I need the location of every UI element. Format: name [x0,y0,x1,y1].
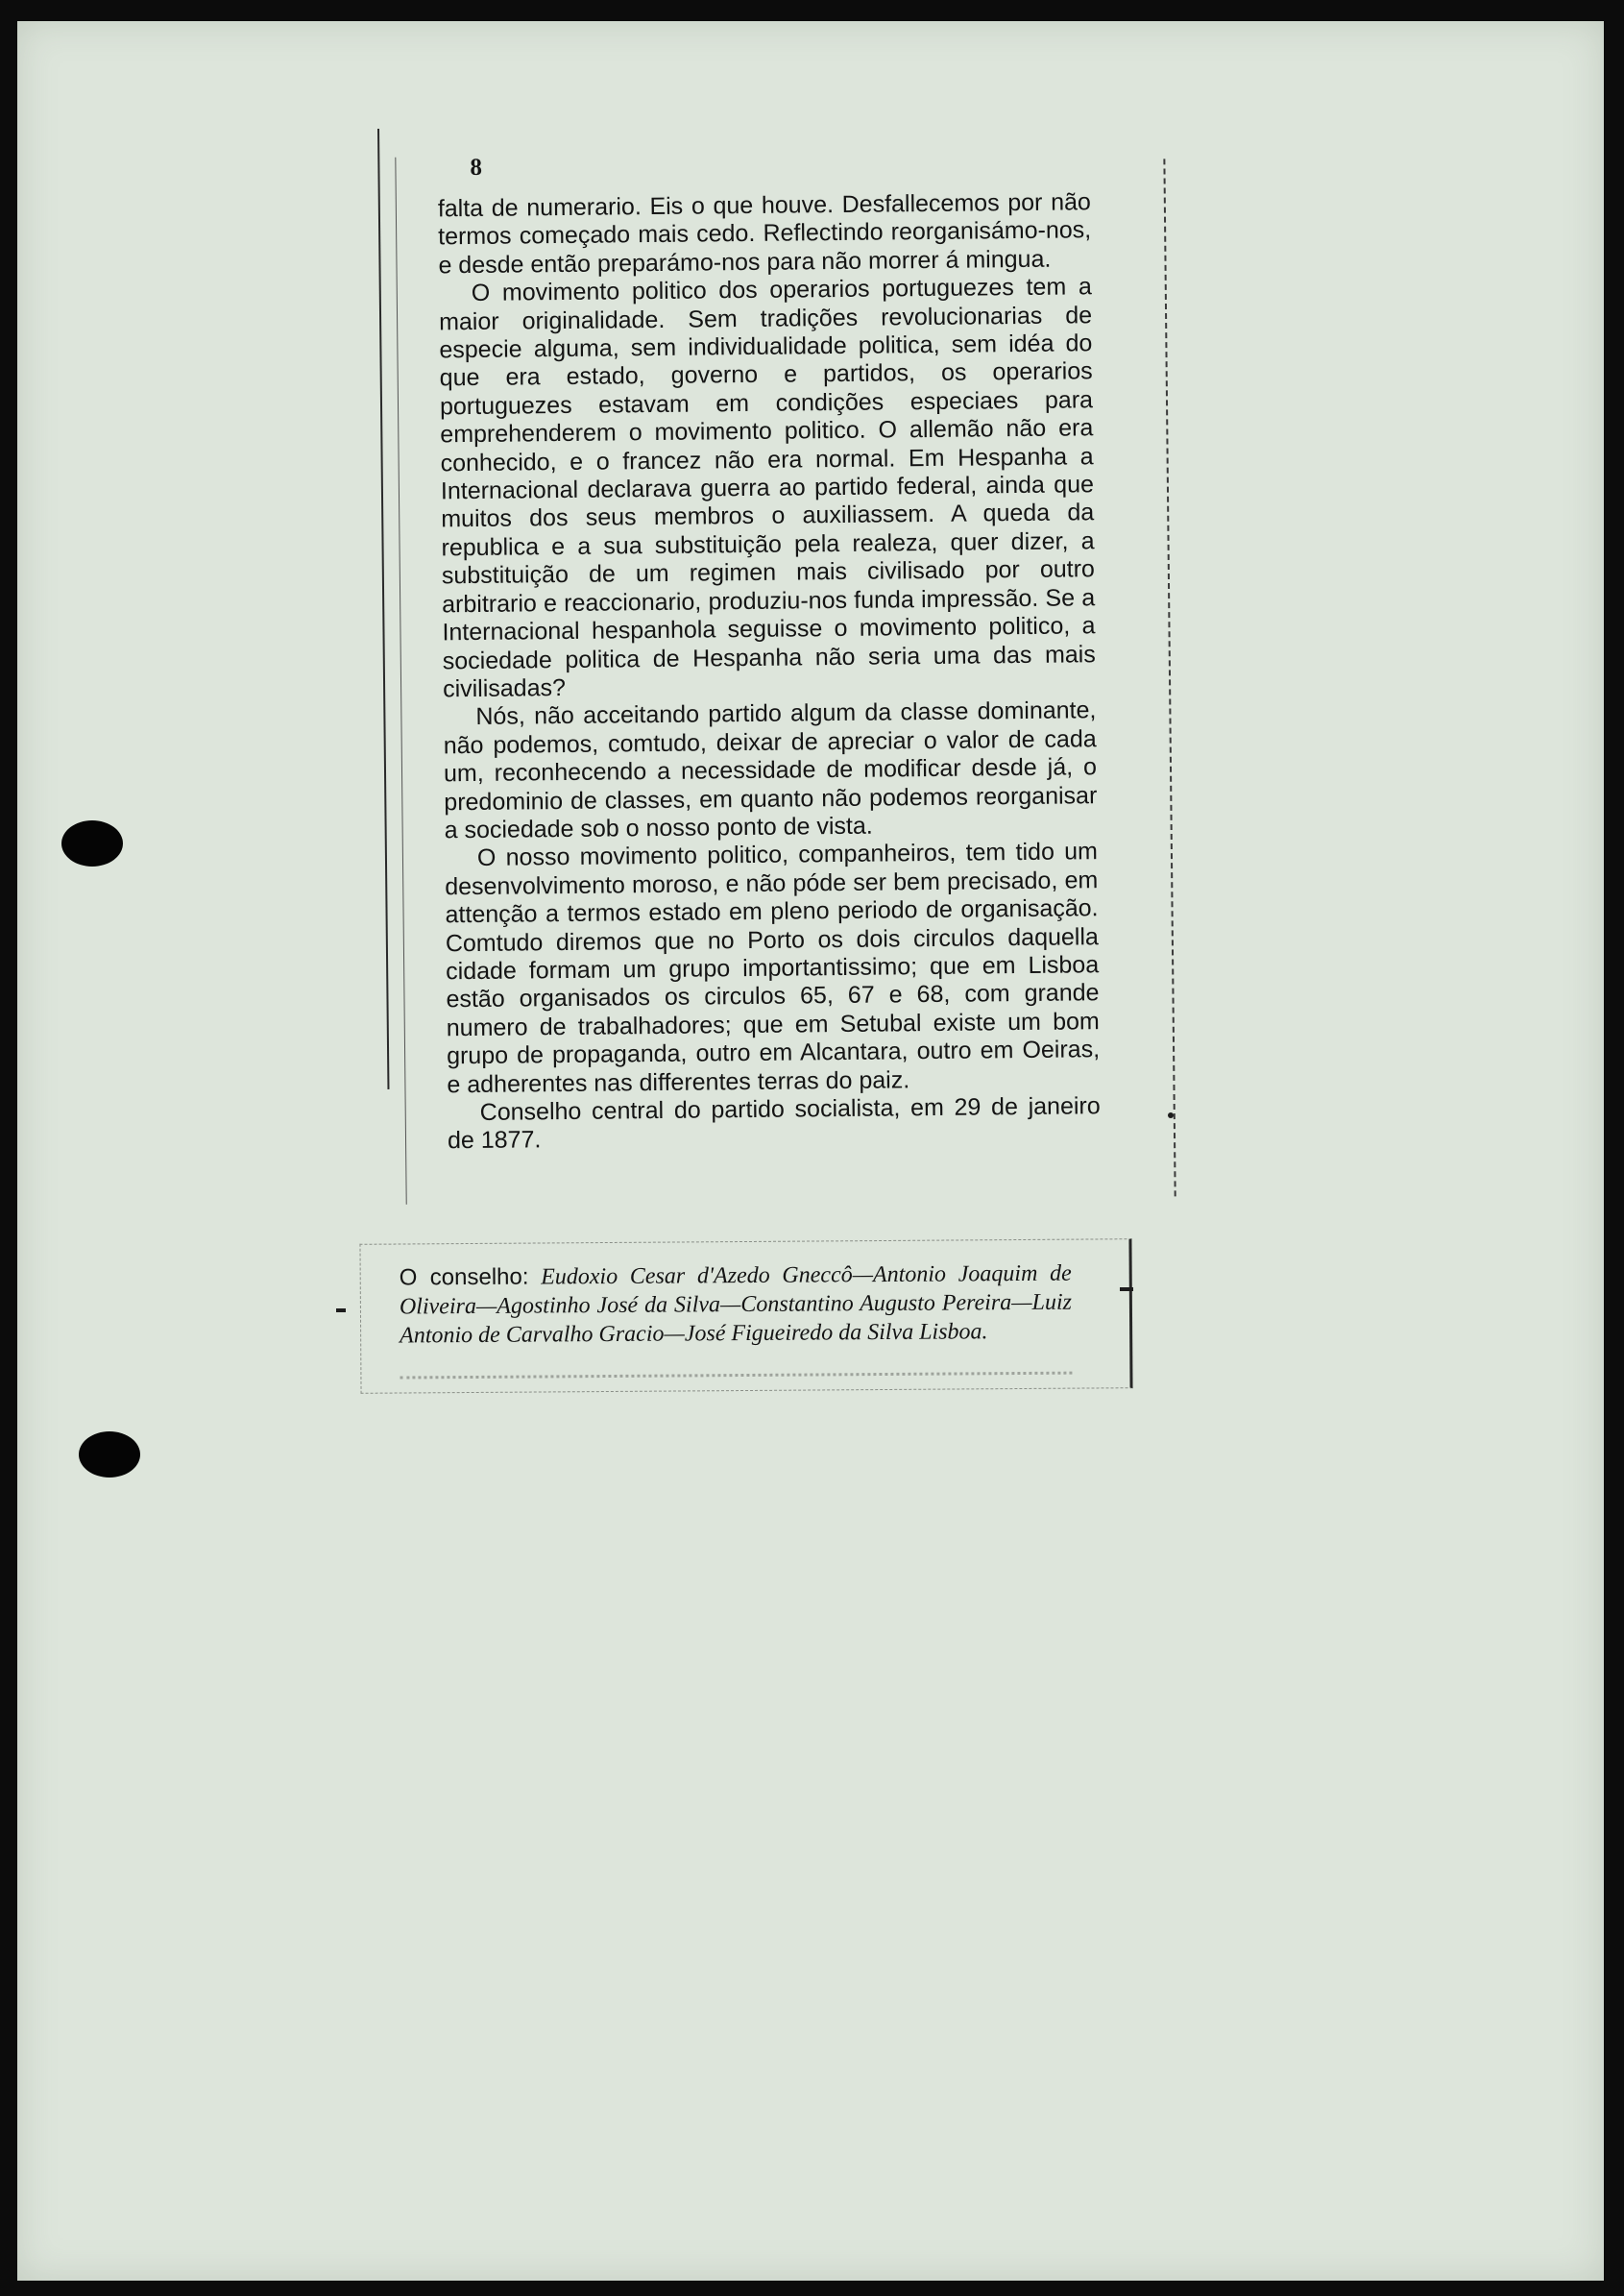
ink-speck [1168,1112,1174,1118]
council-signatures-block [359,1238,1132,1394]
clipping-right-rule [1163,159,1176,1196]
scanned-page [17,21,1604,2281]
edge-tick-right [1120,1287,1133,1291]
punch-hole-top [61,820,123,867]
council-label: O conselho: [399,1263,529,1291]
clipping-left-rule [377,129,389,1089]
signoff-line: Conselho central do partido socialista, em 29 de janeiro de 1877. [447,1092,1101,1155]
council-members: Eudoxio Cesar d'Azedo Gneccô—Antonio Joaquim de Oliveira—Agostinho José da Silva—Constantino Augusto Pereira—Luiz Antonio de Carvalho Gracio—José Figueiredo da Silva Lisboa. [399,1260,1072,1349]
edge-tick-left [336,1308,346,1312]
punch-hole-bottom [79,1431,140,1478]
newspaper-clipping [377,129,1165,1406]
clipping-inner-rule [395,158,406,1205]
bleed-through-line [400,1372,1072,1387]
paragraph-3: Nós, não acceitando partido algum da classe dominante, não podemos, comtudo, deixar de apreciar o valor de cada um, reconhecendo a necessidade de modificar desde já, o predominio de classes, em quanto não podemos reorganisar a sociedade sob o nosso ponto de vista. [443,696,1098,844]
paragraph-4: O nosso movimento politico, companheiros, tem tido um desenvolvimento moroso, e não póde ser bem precisado, em attenção a termos estado em pleno periodo de organisação. Comtudo diremos que no Porto os dois circulos daquella cidade formam um grupo importantissimo; que em Lisboa estão organisados os circulos 65, 67 e 68, com grande numero de trabalhadores; que em Setubal existe um bom grupo de propaganda, outro em Alcantara, outro em Oeiras, e adherentes nas differentes terras do paiz. [445,838,1101,1098]
paragraph-1: falta de numerario. Eis o que houve. Desfallecemos por não termos começado mais cedo. Reflectindo reorganisámo-nos, e desde então preparámo-nos para não morrer á mingua. [437,188,1092,280]
council-signatures [400,1259,1073,1351]
paragraph-2: O movimento politico dos operarios portuguezes tem a maior originalidade. Sem tradições revolucionarias de especie alguma, sem individualidade politica, sem idéa do que era estado, governo e partidos, os operarios portuguezes estavam em condições especiaes para emprehenderem o movimento politico. O allemão não era conhecido, e o francez não era normal. Em Hespanha a Internacional declarava guerra ao partido federal, ainda que muitos dos seus membros o auxiliassem. A queda da republica e a sua substituição pela realeza, quer dizer, a substituição de um regimen mais civilisado por outro arbitrario e reaccionario, produziu-nos funda impressão. Se a Internacional hespanhola seguisse o movimento politico, a sociedade politica de Hespanha não seria uma das mais civilisadas? [438,273,1096,703]
clipping-body [377,120,1176,1243]
article-text [438,188,1101,1156]
page-number: 8 [470,154,483,181]
